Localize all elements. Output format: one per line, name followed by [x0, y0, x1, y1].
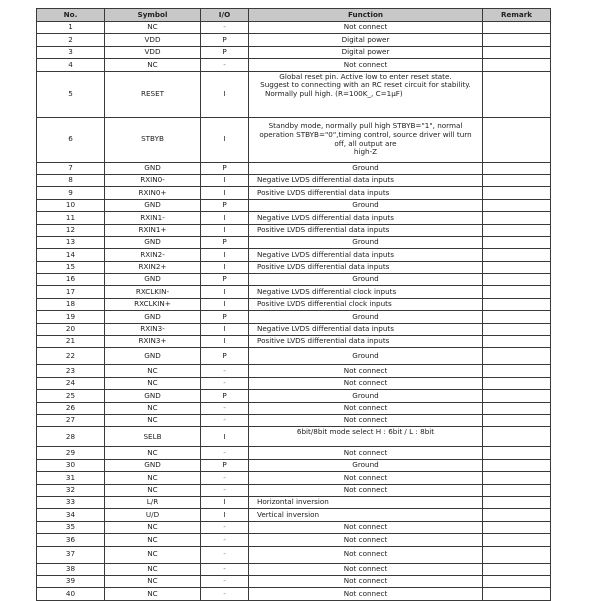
pin-number-cell: 31	[37, 472, 105, 484]
pin-io-cell: I	[201, 224, 249, 236]
pin-symbol-cell: RXIN0+	[105, 187, 201, 199]
pin-number-cell: 30	[37, 459, 105, 471]
pin-number-cell: 23	[37, 365, 105, 377]
pin-number-cell: 37	[37, 546, 105, 563]
pin-number-cell: 36	[37, 534, 105, 546]
pin-function-cell: Positive LVDS differential data inputs	[249, 261, 483, 273]
pin-function-cell: Not connect	[249, 563, 483, 575]
pin-remark-cell	[483, 162, 551, 174]
pin-remark-cell	[483, 199, 551, 211]
pin-number-cell: 4	[37, 59, 105, 71]
pin-remark-cell	[483, 496, 551, 508]
pin-function-cell: Digital power	[249, 34, 483, 46]
table-row	[37, 174, 551, 186]
pin-io-cell: I	[201, 509, 249, 521]
pin-remark-cell	[483, 298, 551, 310]
function-line: Normally pull high. (R=100K_, C=1µF)	[265, 88, 403, 98]
pin-function-cell: Not connect	[249, 534, 483, 546]
table-row	[37, 377, 551, 389]
pin-number-cell: 22	[37, 348, 105, 365]
table-row	[37, 71, 551, 117]
table-row	[37, 546, 551, 563]
pin-io-cell: -	[201, 521, 249, 533]
pin-io-cell: I	[201, 187, 249, 199]
table-row	[37, 348, 551, 365]
function-line: Global reset pin. Active low to enter reset state.	[279, 71, 452, 81]
header-io: I/O	[201, 9, 249, 22]
pin-remark-cell	[483, 575, 551, 587]
table-row	[37, 563, 551, 575]
table-row	[37, 390, 551, 402]
pin-symbol-cell: RXIN3+	[105, 336, 201, 348]
pin-remark-cell	[483, 484, 551, 496]
pin-remark-cell	[483, 34, 551, 46]
pin-symbol-cell: RXIN2+	[105, 261, 201, 273]
pin-io-cell: I	[201, 298, 249, 310]
pin-io-cell: I	[201, 212, 249, 224]
pin-number-cell: 20	[37, 323, 105, 335]
table-row	[37, 22, 551, 34]
pin-symbol-cell: NC	[105, 402, 201, 414]
pin-number-cell: 32	[37, 484, 105, 496]
pin-io-cell: I	[201, 71, 249, 117]
pin-io-cell: I	[201, 174, 249, 186]
pin-number-cell: 26	[37, 402, 105, 414]
pin-remark-cell	[483, 534, 551, 546]
table-row	[37, 534, 551, 546]
pin-io-cell: -	[201, 447, 249, 459]
pin-function-cell: Ground	[249, 236, 483, 248]
pin-number-cell: 14	[37, 249, 105, 261]
pin-number-cell: 11	[37, 212, 105, 224]
pin-number-cell: 35	[37, 521, 105, 533]
pin-number-cell: 18	[37, 298, 105, 310]
pin-symbol-cell: NC	[105, 575, 201, 587]
pin-remark-cell	[483, 509, 551, 521]
pin-function-cell: Ground	[249, 311, 483, 323]
function-line: off, all output are	[334, 138, 397, 148]
function-line: Suggest to connecting with an RC reset circuit for stability.	[260, 80, 471, 90]
pin-number-cell: 6	[37, 117, 105, 162]
pin-number-cell: 27	[37, 414, 105, 426]
pin-io-cell: P	[201, 274, 249, 286]
pin-number-cell: 10	[37, 199, 105, 211]
pin-symbol-cell: GND	[105, 459, 201, 471]
pin-remark-cell	[483, 311, 551, 323]
table-body	[37, 22, 551, 601]
pin-number-cell: 33	[37, 496, 105, 508]
pin-remark-cell	[483, 365, 551, 377]
table-row	[37, 402, 551, 414]
pin-function-cell: Negative LVDS differential data inputs	[249, 249, 483, 261]
pin-function-cell: Ground	[249, 459, 483, 471]
pin-io-cell: P	[201, 34, 249, 46]
pin-function-cell: Ground	[249, 199, 483, 211]
pin-remark-cell	[483, 274, 551, 286]
pin-number-cell: 7	[37, 162, 105, 174]
pin-function-cell: Not connect	[249, 59, 483, 71]
pin-symbol-cell: GND	[105, 311, 201, 323]
pin-io-cell: P	[201, 459, 249, 471]
table-row	[37, 588, 551, 600]
pin-function-cell: Not connect	[249, 22, 483, 34]
pin-number-cell: 38	[37, 563, 105, 575]
function-line: high-Z	[353, 147, 378, 157]
pin-io-cell: I	[201, 323, 249, 335]
pin-symbol-cell: RXIN1+	[105, 224, 201, 236]
table-row	[37, 34, 551, 46]
pin-remark-cell	[483, 336, 551, 348]
pin-symbol-cell: NC	[105, 377, 201, 389]
pin-symbol-cell: VDD	[105, 34, 201, 46]
pin-io-cell: I	[201, 336, 249, 348]
table-row	[37, 484, 551, 496]
table-row	[37, 509, 551, 521]
pin-function-cell: Not connect	[249, 484, 483, 496]
pin-function-cell	[249, 117, 483, 162]
pin-number-cell: 1	[37, 22, 105, 34]
pin-io-cell: -	[201, 472, 249, 484]
pin-io-cell: P	[201, 348, 249, 365]
pin-number-cell: 21	[37, 336, 105, 348]
table-row	[37, 323, 551, 335]
pin-function-cell	[249, 71, 483, 117]
pin-remark-cell	[483, 447, 551, 459]
pin-number-cell: 15	[37, 261, 105, 273]
pin-io-cell: I	[201, 286, 249, 298]
pin-remark-cell	[483, 261, 551, 273]
pin-function-cell: Positive LVDS differential data inputs	[249, 224, 483, 236]
pin-function-cell: Ground	[249, 162, 483, 174]
pin-io-cell: P	[201, 236, 249, 248]
table-row	[37, 575, 551, 587]
pin-symbol-cell: NC	[105, 472, 201, 484]
pin-remark-cell	[483, 174, 551, 186]
pin-symbol-cell: GND	[105, 162, 201, 174]
pin-number-cell: 40	[37, 588, 105, 600]
table-row	[37, 459, 551, 471]
pin-function-cell: Not connect	[249, 414, 483, 426]
pin-symbol-cell: STBYB	[105, 117, 201, 162]
pin-symbol-cell: RXIN1-	[105, 212, 201, 224]
header-symbol: Symbol	[105, 9, 201, 22]
pin-function-cell: Negative LVDS differential data inputs	[249, 323, 483, 335]
pin-remark-cell	[483, 71, 551, 117]
pin-function-cell: Positive LVDS differential data inputs	[249, 187, 483, 199]
pin-function-cell: Not connect	[249, 575, 483, 587]
table-row	[37, 286, 551, 298]
pin-io-cell: -	[201, 546, 249, 563]
pin-number-cell: 12	[37, 224, 105, 236]
pin-function-cell: Not connect	[249, 472, 483, 484]
pin-number-cell: 16	[37, 274, 105, 286]
pin-remark-cell	[483, 117, 551, 162]
pin-remark-cell	[483, 390, 551, 402]
pin-symbol-cell: NC	[105, 588, 201, 600]
pin-number-cell: 25	[37, 390, 105, 402]
pin-io-cell: P	[201, 311, 249, 323]
table-row	[37, 298, 551, 310]
pin-function-cell: Not connect	[249, 447, 483, 459]
table-row	[37, 427, 551, 447]
pin-remark-cell	[483, 323, 551, 335]
pin-remark-cell	[483, 546, 551, 563]
pin-io-cell: -	[201, 414, 249, 426]
pin-number-cell: 3	[37, 46, 105, 58]
pin-symbol-cell: SELB	[105, 427, 201, 447]
pin-symbol-cell: NC	[105, 365, 201, 377]
table-row	[37, 521, 551, 533]
table-row	[37, 46, 551, 58]
table-row	[37, 236, 551, 248]
pin-remark-cell	[483, 402, 551, 414]
pin-io-cell: -	[201, 59, 249, 71]
pin-remark-cell	[483, 249, 551, 261]
pin-remark-cell	[483, 472, 551, 484]
pin-remark-cell	[483, 348, 551, 365]
pin-symbol-cell: VDD	[105, 46, 201, 58]
table-row	[37, 199, 551, 211]
pin-remark-cell	[483, 46, 551, 58]
table-header-row	[37, 9, 551, 22]
pin-symbol-cell: U/D	[105, 509, 201, 521]
pin-io-cell: P	[201, 46, 249, 58]
pin-symbol-cell: GND	[105, 348, 201, 365]
table-row	[37, 496, 551, 508]
table-row	[37, 162, 551, 174]
pin-io-cell: -	[201, 402, 249, 414]
table-row	[37, 365, 551, 377]
pin-symbol-cell: NC	[105, 414, 201, 426]
pin-symbol-cell: RXIN2-	[105, 249, 201, 261]
table-row	[37, 414, 551, 426]
pin-symbol-cell: GND	[105, 236, 201, 248]
pin-remark-cell	[483, 521, 551, 533]
pin-io-cell: -	[201, 377, 249, 389]
pin-symbol-cell: RXIN0-	[105, 174, 201, 186]
pin-symbol-cell: L/R	[105, 496, 201, 508]
pin-io-cell: -	[201, 588, 249, 600]
header-remark: Remark	[483, 9, 551, 22]
pin-assignment-table	[36, 8, 551, 601]
pin-function-cell: Vertical inversion	[249, 509, 483, 521]
pin-remark-cell	[483, 212, 551, 224]
pin-symbol-cell: RXCLKIN-	[105, 286, 201, 298]
pin-function-cell: Digital power	[249, 46, 483, 58]
pin-io-cell: -	[201, 575, 249, 587]
pin-number-cell: 19	[37, 311, 105, 323]
pin-symbol-cell: RESET	[105, 71, 201, 117]
pin-io-cell: I	[201, 261, 249, 273]
pin-number-cell: 8	[37, 174, 105, 186]
pin-remark-cell	[483, 563, 551, 575]
pin-function-cell: Negative LVDS differential clock inputs	[249, 286, 483, 298]
header-no: No.	[37, 9, 105, 22]
pin-function-cell: 6bit/8bit mode select H : 6bit / L : 8bit	[249, 427, 483, 447]
pin-number-cell: 17	[37, 286, 105, 298]
pin-number-cell: 5	[37, 71, 105, 117]
pin-function-cell: Not connect	[249, 377, 483, 389]
pin-remark-cell	[483, 286, 551, 298]
pin-function-cell: Positive LVDS differential data inputs	[249, 336, 483, 348]
pin-symbol-cell: NC	[105, 447, 201, 459]
function-line: operation STBYB="0",timing control, source driver will turn	[259, 129, 472, 139]
pin-number-cell: 9	[37, 187, 105, 199]
table-row	[37, 212, 551, 224]
pin-symbol-cell: NC	[105, 521, 201, 533]
pin-symbol-cell: GND	[105, 199, 201, 211]
pin-function-cell: Ground	[249, 348, 483, 365]
pin-symbol-cell: NC	[105, 534, 201, 546]
pin-symbol-cell: RXCLKIN+	[105, 298, 201, 310]
pin-symbol-cell: NC	[105, 59, 201, 71]
table-row	[37, 249, 551, 261]
pin-remark-cell	[483, 224, 551, 236]
pin-number-cell: 34	[37, 509, 105, 521]
pin-function-cell: Not connect	[249, 365, 483, 377]
pin-remark-cell	[483, 377, 551, 389]
table-row	[37, 117, 551, 162]
pin-function-cell: Not connect	[249, 402, 483, 414]
pin-io-cell: P	[201, 390, 249, 402]
pin-symbol-cell: GND	[105, 274, 201, 286]
pin-io-cell: -	[201, 563, 249, 575]
pin-symbol-cell: RXIN3-	[105, 323, 201, 335]
pin-function-cell: Horizontal inversion	[249, 496, 483, 508]
header-function: Function	[249, 9, 483, 22]
pin-number-cell: 2	[37, 34, 105, 46]
pin-io-cell: I	[201, 496, 249, 508]
pin-function-cell: Ground	[249, 390, 483, 402]
pin-symbol-cell: NC	[105, 484, 201, 496]
pin-io-cell: -	[201, 22, 249, 34]
pin-symbol-cell: NC	[105, 22, 201, 34]
table-row	[37, 447, 551, 459]
pin-remark-cell	[483, 427, 551, 447]
pin-number-cell: 13	[37, 236, 105, 248]
table-row	[37, 187, 551, 199]
pin-remark-cell	[483, 588, 551, 600]
pin-function-cell: Negative LVDS differential data inputs	[249, 174, 483, 186]
pin-io-cell: I	[201, 427, 249, 447]
pin-symbol-cell: GND	[105, 390, 201, 402]
pin-io-cell: P	[201, 199, 249, 211]
pin-remark-cell	[483, 459, 551, 471]
pin-remark-cell	[483, 236, 551, 248]
pin-remark-cell	[483, 187, 551, 199]
table-row	[37, 59, 551, 71]
pin-io-cell: I	[201, 249, 249, 261]
pin-io-cell: -	[201, 365, 249, 377]
table-row	[37, 274, 551, 286]
pin-number-cell: 28	[37, 427, 105, 447]
pin-function-cell: Not connect	[249, 521, 483, 533]
pin-function-cell: Negative LVDS differential data inputs	[249, 212, 483, 224]
pin-number-cell: 24	[37, 377, 105, 389]
pin-io-cell: P	[201, 162, 249, 174]
table-row	[37, 472, 551, 484]
pin-symbol-cell: NC	[105, 563, 201, 575]
table-row	[37, 336, 551, 348]
function-line: Standby mode, normally pull high STBYB="1", normal	[268, 121, 463, 131]
pin-function-cell: Positive LVDS differential clock inputs	[249, 298, 483, 310]
table-row	[37, 261, 551, 273]
table-row	[37, 311, 551, 323]
pin-io-cell: I	[201, 117, 249, 162]
pin-io-cell: -	[201, 484, 249, 496]
pin-remark-cell	[483, 59, 551, 71]
pin-number-cell: 39	[37, 575, 105, 587]
pin-function-cell: Ground	[249, 274, 483, 286]
pin-function-cell: Not connect	[249, 588, 483, 600]
pin-io-cell: -	[201, 534, 249, 546]
table-row	[37, 224, 551, 236]
pin-function-cell: Not connect	[249, 546, 483, 563]
pin-number-cell: 29	[37, 447, 105, 459]
pin-symbol-cell: NC	[105, 546, 201, 563]
pin-remark-cell	[483, 414, 551, 426]
pin-remark-cell	[483, 22, 551, 34]
